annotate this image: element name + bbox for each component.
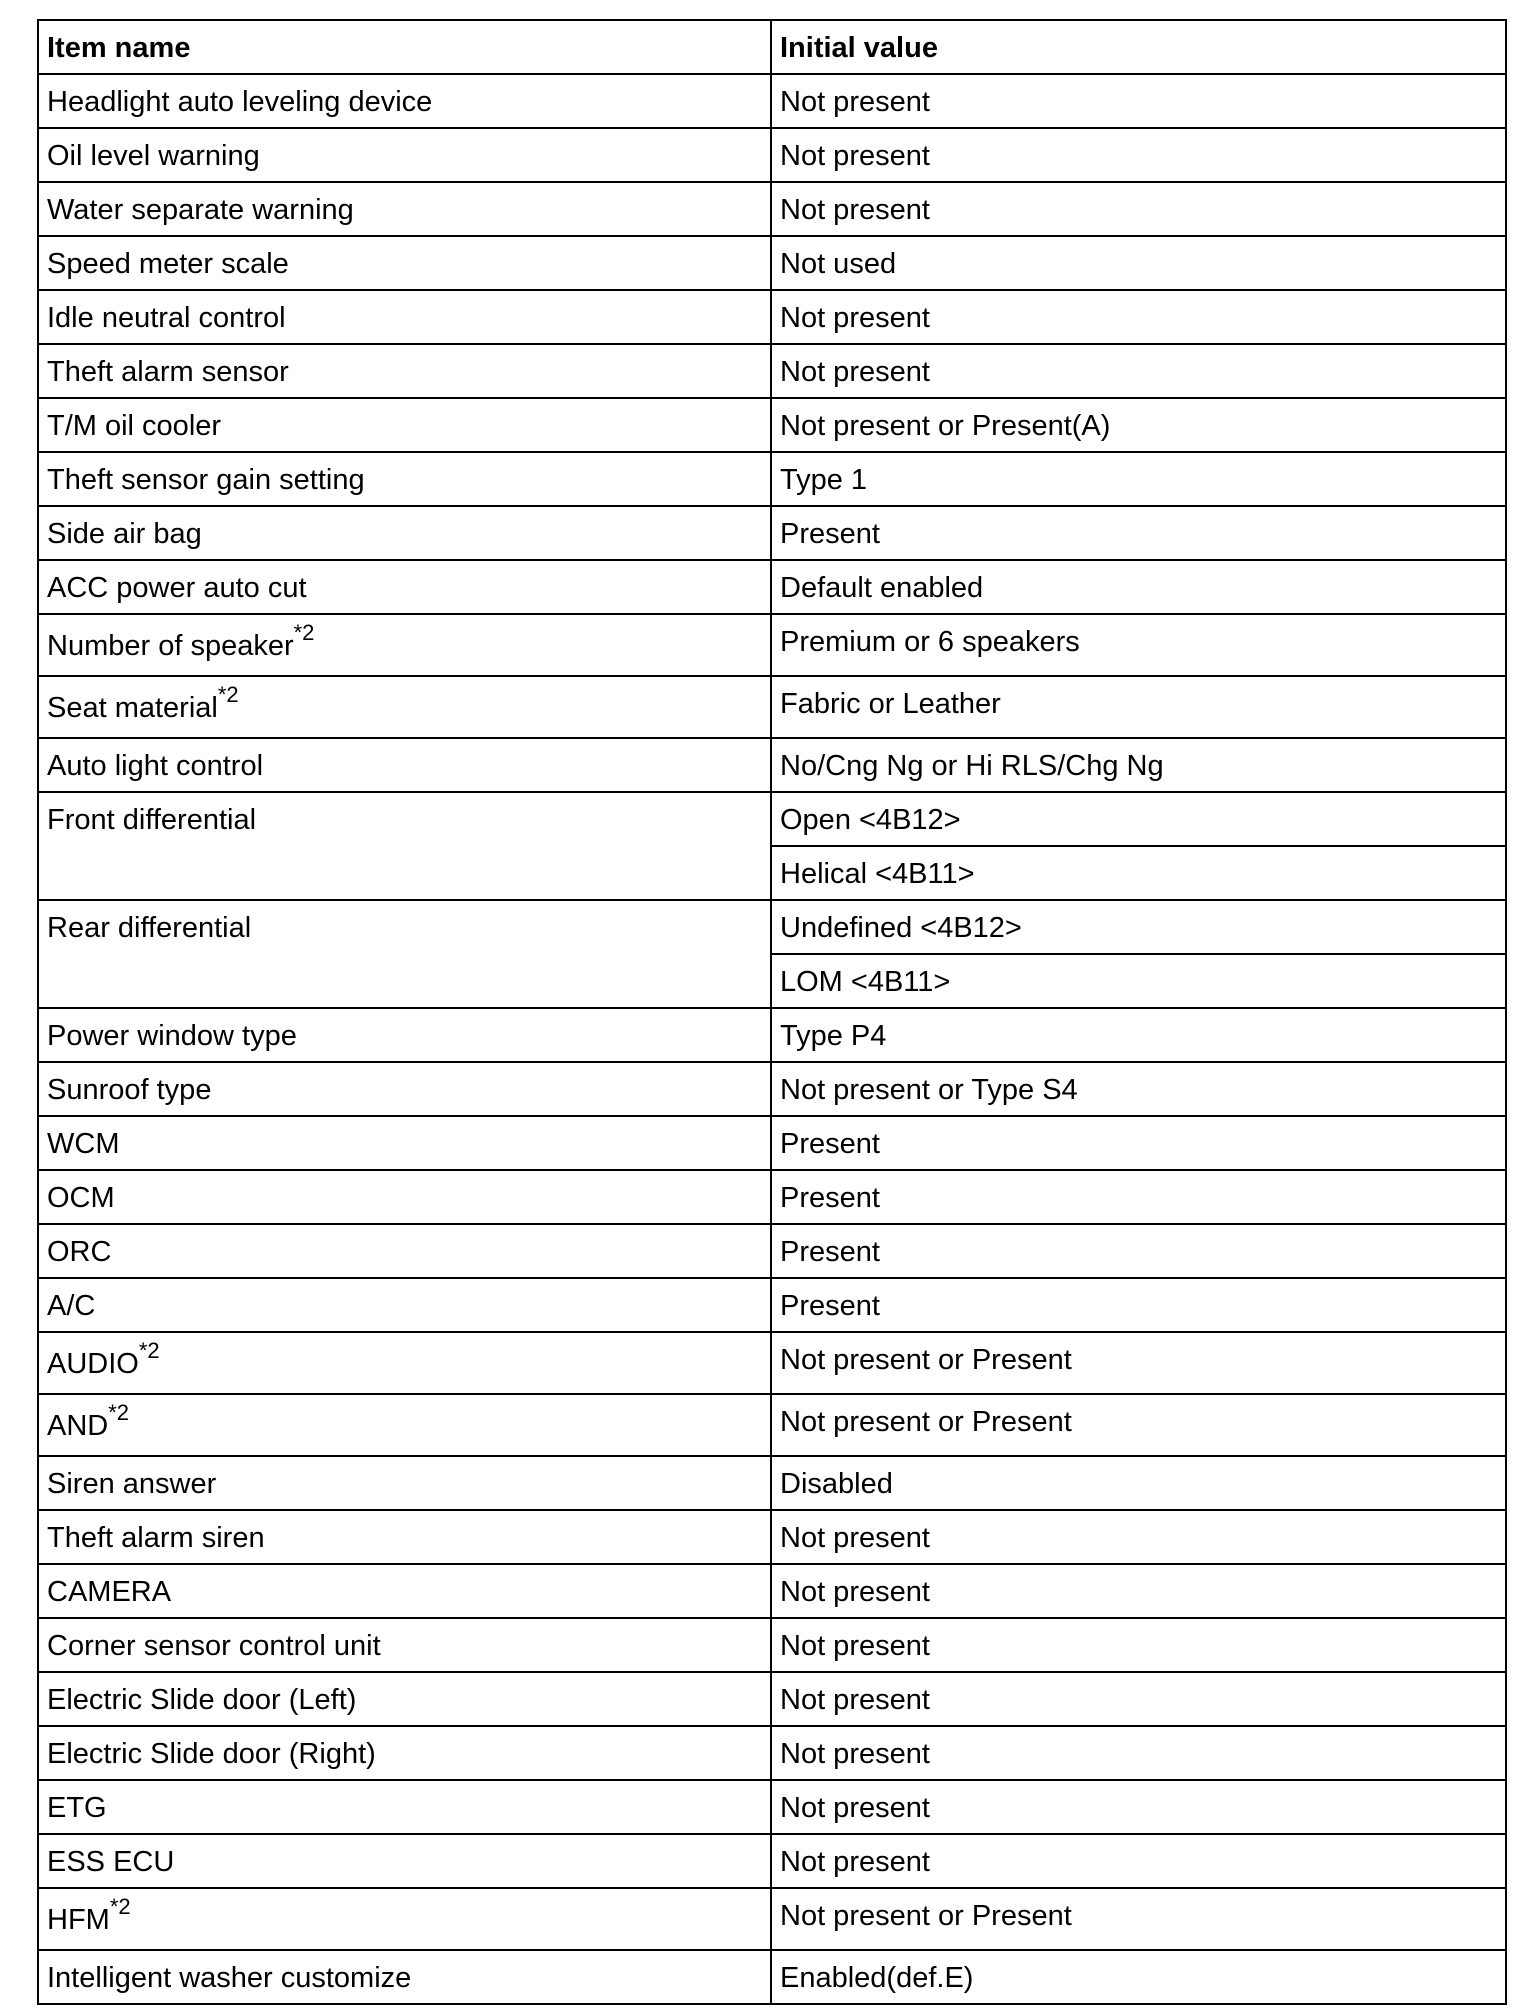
table-row <box>38 1618 1506 1672</box>
item-name-cell <box>38 1008 771 1062</box>
table-row <box>38 236 1506 290</box>
header-initial-value: Initial value <box>771 20 1506 74</box>
table-row <box>38 1726 1506 1780</box>
item-name: Power window type <box>47 1020 297 1052</box>
item-name: Corner sensor control unit <box>47 1630 381 1662</box>
initial-value-cell: Undefined <4B12> <box>771 900 1506 954</box>
item-name: Sunroof type <box>47 1074 212 1106</box>
item-name: ORC <box>47 1236 112 1268</box>
footnote-marker: *2 <box>138 1338 160 1364</box>
settings-table <box>37 19 1507 2005</box>
table-row <box>38 506 1506 560</box>
table-row <box>38 1116 1506 1170</box>
table-body <box>38 74 1506 2004</box>
table-row <box>38 1008 1506 1062</box>
table-row <box>38 452 1506 506</box>
initial-value-cell: No/Cng Ng or Hi RLS/Chg Ng <box>771 738 1506 792</box>
item-name-cell <box>38 560 771 614</box>
item-name: Rear differential <box>47 912 252 944</box>
item-name-cell <box>38 1116 771 1170</box>
item-name-cell <box>38 128 771 182</box>
table-row <box>38 128 1506 182</box>
table-row <box>38 1672 1506 1726</box>
item-name-cell <box>38 1564 771 1618</box>
table-row <box>38 1456 1506 1510</box>
initial-value-cell: Present <box>771 1278 1506 1332</box>
initial-value-cell: Present <box>771 1224 1506 1278</box>
item-name-cell <box>38 1888 771 1950</box>
initial-value-cell: Helical <4B11> <box>771 846 1506 900</box>
initial-value-cell: Not present <box>771 1564 1506 1618</box>
initial-value-cell: Not present <box>771 1834 1506 1888</box>
item-name: Siren answer <box>47 1468 217 1500</box>
table-row <box>38 1332 1506 1394</box>
footnote-marker: *2 <box>217 682 239 708</box>
item-name: ESS ECU <box>47 1846 175 1878</box>
item-name-cell <box>38 1394 771 1456</box>
initial-value-cell: Premium or 6 speakers <box>771 614 1506 676</box>
item-name-cell <box>38 1170 771 1224</box>
table-row <box>38 1564 1506 1618</box>
item-name: CAMERA <box>47 1576 172 1608</box>
initial-value-cell: Present <box>771 506 1506 560</box>
item-name-cell <box>38 452 771 506</box>
initial-value-cell: Not present <box>771 128 1506 182</box>
item-name-cell <box>38 398 771 452</box>
item-name: Number of speaker <box>47 630 294 662</box>
initial-value-cell: Default enabled <box>771 560 1506 614</box>
initial-value-cell: Not present <box>771 290 1506 344</box>
item-name-cell <box>38 1332 771 1394</box>
item-name-cell <box>38 1618 771 1672</box>
item-name: Electric Slide door (Left) <box>47 1684 357 1716</box>
item-name: Theft alarm sensor <box>47 356 289 388</box>
initial-value-cell: Not present <box>771 1510 1506 1564</box>
initial-value-cell: Present <box>771 1170 1506 1224</box>
initial-value-cell: Not present or Present <box>771 1394 1506 1456</box>
item-name-cell <box>38 1834 771 1888</box>
table-row <box>38 1780 1506 1834</box>
table-row <box>38 1510 1506 1564</box>
table-row <box>38 738 1506 792</box>
initial-value-cell: Not present <box>771 1780 1506 1834</box>
item-name-cell <box>38 1278 771 1332</box>
initial-value-cell: Not present <box>771 1672 1506 1726</box>
initial-value-cell: Type 1 <box>771 452 1506 506</box>
item-name: ACC power auto cut <box>47 572 307 604</box>
table-row <box>38 792 1506 846</box>
initial-value-cell: Not present <box>771 344 1506 398</box>
item-name-cell <box>38 676 771 738</box>
item-name-cell <box>38 1950 771 2004</box>
initial-value-cell: Disabled <box>771 1456 1506 1510</box>
item-name: Electric Slide door (Right) <box>47 1738 376 1770</box>
table-row <box>38 1170 1506 1224</box>
initial-value-cell: Type P4 <box>771 1008 1506 1062</box>
item-name: Theft alarm siren <box>47 1522 265 1554</box>
initial-value-cell: Not present or Present(A) <box>771 398 1506 452</box>
initial-value-cell: Not present <box>771 74 1506 128</box>
initial-value-cell: Fabric or Leather <box>771 676 1506 738</box>
item-name: Theft sensor gain setting <box>47 464 365 496</box>
item-name: Water separate warning <box>47 194 354 226</box>
item-name: AUDIO <box>47 1348 139 1380</box>
item-name: AND <box>47 1410 109 1442</box>
initial-value-cell: Not used <box>771 236 1506 290</box>
table-row <box>38 398 1506 452</box>
item-name-cell <box>38 1224 771 1278</box>
table-row <box>38 1224 1506 1278</box>
table-row <box>38 1062 1506 1116</box>
initial-value-cell: Not present <box>771 1726 1506 1780</box>
item-name: Oil level warning <box>47 140 260 172</box>
table-header-row <box>38 20 1506 74</box>
initial-value-cell: Enabled(def.E) <box>771 1950 1506 2004</box>
table-row <box>38 344 1506 398</box>
item-name: WCM <box>47 1128 120 1160</box>
table-row <box>38 1834 1506 1888</box>
table-row <box>38 1888 1506 1950</box>
initial-value-cell: Not present or Type S4 <box>771 1062 1506 1116</box>
item-name: Front differential <box>47 804 257 836</box>
item-name: A/C <box>47 1290 96 1322</box>
item-name-cell <box>38 506 771 560</box>
item-name: OCM <box>47 1182 115 1214</box>
initial-value-cell: Not present <box>771 182 1506 236</box>
item-name-cell <box>38 182 771 236</box>
item-name-cell <box>38 290 771 344</box>
item-name-cell <box>38 236 771 290</box>
table-row <box>38 560 1506 614</box>
item-name: ETG <box>47 1792 107 1824</box>
item-name: Speed meter scale <box>47 248 289 280</box>
table-row <box>38 900 1506 954</box>
table-row <box>38 1950 1506 2004</box>
item-name-cell <box>38 1510 771 1564</box>
initial-value-cell: Not present or Present <box>771 1888 1506 1950</box>
item-name-cell <box>38 1672 771 1726</box>
initial-value-cell: Open <4B12> <box>771 792 1506 846</box>
item-name-cell <box>38 74 771 128</box>
item-name: HFM <box>47 1904 110 1936</box>
footnote-marker: *2 <box>293 620 315 646</box>
item-name: Seat material <box>47 692 218 724</box>
item-name-cell <box>38 900 771 1008</box>
table-row <box>38 290 1506 344</box>
table-row <box>38 182 1506 236</box>
table-row <box>38 1278 1506 1332</box>
initial-value-cell: Not present <box>771 1618 1506 1672</box>
item-name-cell <box>38 1780 771 1834</box>
table-row <box>38 614 1506 676</box>
initial-value-cell: LOM <4B11> <box>771 954 1506 1008</box>
initial-value-cell: Present <box>771 1116 1506 1170</box>
item-name: Side air bag <box>47 518 202 550</box>
item-name-cell <box>38 614 771 676</box>
header-item-name: Item name <box>38 20 771 74</box>
item-name-cell <box>38 1062 771 1116</box>
item-name: Intelligent washer customize <box>47 1962 412 1994</box>
item-name: Headlight auto leveling device <box>47 86 433 118</box>
item-name-cell <box>38 1726 771 1780</box>
item-name: Auto light control <box>47 750 264 782</box>
item-name: T/M oil cooler <box>47 410 222 442</box>
item-name-cell <box>38 1456 771 1510</box>
item-name-cell <box>38 344 771 398</box>
table-row <box>38 1394 1506 1456</box>
item-name: Idle neutral control <box>47 302 286 334</box>
footnote-marker: *2 <box>108 1400 130 1426</box>
item-name-cell <box>38 738 771 792</box>
footnote-marker: *2 <box>109 1894 131 1920</box>
initial-value-cell: Not present or Present <box>771 1332 1506 1394</box>
table-row <box>38 74 1506 128</box>
item-name-cell <box>38 792 771 900</box>
table-row <box>38 676 1506 738</box>
